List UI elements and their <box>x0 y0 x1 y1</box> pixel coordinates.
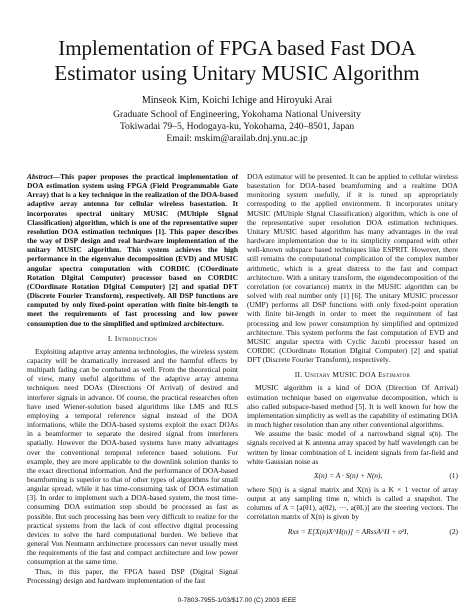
abstract-text: —This paper proposes the practical implementation of DOA estimation system using FPGA (Field Programmable Gate Array) that is a key technique in the realization of the DOA-based adaptive array antenna for cellular wireless basestation. It incorporates spectral unitary MUSIC (MUltiple SIgnal Classification) algorithm, which is one of the representative super resolution DOA estimation techniques [1]. This paper describes the way of DSP design and real hardware implementation of the unitary MUSIC algorithm. This system achieves the high performance in the eigenvalue decomposition (EVD) and MUSIC angular spectra computation with CORDIC (COordinate Rotation DIgital Computer) processor based on CORDIC (COordinate Rotation DIgital Computer) [2] and spatial DFT (Discrete Fourier Transform), respectively. All DSP functions are computed by only fixed-point operation with finite bit-length to meet the requirements of fast processing and low power consumption due to the simplified and optimized architecture. <box>27 172 238 328</box>
unitary-paragraph-2: We assume the basic model of a narrowband signal s(n). The signals received at K antenna array spaced by half wavelength can be written by linear combination of L incident signals from far-field and white Gaussian noise as <box>247 429 458 466</box>
intro-paragraph-1: Exploiting adaptive array antenna technologies, the wireless system capacity will be dramatically increased and the harmful effects by multipath fading can be combated as well. From the theoretical point of view, many useful algorithms of the adaptive array antenna techniques need DOAs (Directions Of Arrival) of desired and interferer signals in advance. Of course, the practical researches often have used Wiener-solution based algorithms like LMS and RLS employing a temporal reference signal instead of the DOA informations, while the DOA-based systems exploit the exact DOAs in a beamformer to separate the desired signal from interferers spatially. However the DOA-based systems have many advantages over the conventional temporal reference based solutions. For example, they are more applicable to the downlink solution thanks to the exact directional information. And the performance of DOA-based beamforming is superior to that of other types of algorithms for small angular spread, while it has time-consuming task of DOA estimation [3]. In order to implement such a DOA-based system, the most time-consuming DOA estimation step should be processed as fast as possible. But such processing has been very difficult to realize for the practical systems from the lack of cost effective digital processing devices to solve the hard computational burden. We believe that general Von Neumann architecture processors can never usually meet the requirements of the fast and compact architecture and low power consumption at the same time. <box>27 346 238 567</box>
author-names: Minseok Kim, Koichi Ichige and Hiroyuki Arai <box>141 95 333 106</box>
equation-2 <box>247 527 458 536</box>
author-block <box>20 95 454 145</box>
right-column <box>247 172 458 541</box>
unitary-paragraph-1: MUSIC algorithm is a kind of DOA (Direction Of Arrival) estimation technique based on eigenvalue decomposition, which is also called subspace-based method [5]. It is well known for how the implementation simplicity as well as the capability of estimating DOA in much higher resolution than any other conventional algorithms. <box>247 383 458 430</box>
author-email: Email: mskim@arailab.dnj.ynu.ac.jp <box>166 133 308 144</box>
left-column <box>27 172 238 585</box>
equation-1-number: (1) <box>449 470 458 480</box>
section-heading-unitary-music: II. Unitary MUSIC DOA Estimator <box>294 370 411 380</box>
equation-1 <box>247 471 458 480</box>
paper-title <box>20 36 454 86</box>
intro-paragraph-2: Thus, in this paper, the FPGA based DSP (Digital Signal Processing) design and hardware implementation of the fast <box>27 566 238 585</box>
equation-2-number: (2) <box>449 526 458 536</box>
abstract-label: Abstract <box>27 172 53 181</box>
author-affiliation: Graduate School of Engineering, Yokohama National University <box>113 109 361 120</box>
title-line-2: Estimator using Unitary MUSIC Algorithm <box>54 61 420 85</box>
equation-2-body: Rxx = E[X(n)X^H(n)] = ARssA^H + σ²I, <box>287 526 409 536</box>
author-address: Tokiwadai 79–5, Hodogaya-ku, Yokohama, 240–8501, Japan <box>119 121 355 132</box>
right-paragraph-1: DOA estimator will be presented. It can be applied to cellular wireless basestation for DOA-based beamforming and a realtime DOA monitoring system usefully, if it is tuned up appropriately correspoding to the applied environment. It incorporates unitary MUSIC (MUltiple SIgnal Classification) algorithm, which is one of the representative super resolution DOA estimation techniques. Unitary MUSIC based algorithm has many advantages in the real hardware implementation due to its simplicity compared with other well-known subspace based techniques like ESPRIT. However, there still remains the computational complication of the complex number arithmetic, which is a great distress to the fast and compact architecture. With a unitary transform, the eigendecomposition of the correlation (or covariance) matrix in the MUSIC algorithm can be solved with real number only [1] [6]. The unitary MUSIC processor (UMP) performs all DSP functions with only fixed-point operation with finite bit-length in order to meet the requirement of fast processing and low power consumption by simplified and optimized architecture. This system performs the fast computation of EVD and MUSIC angular spectra with Cyclic Jacobi processor based on CORDIC (COordinate Rotation DIgital Computer) [2] and spatial DFT (Discrete Fourier Transform), respectively. <box>247 172 458 365</box>
equation-1-body: X(n) = A · S(n) + N(n), <box>313 470 383 480</box>
unitary-paragraph-3: where S(n) is a signal matrix and X(n) is a K × 1 vector of array output at any sampling time n, which is called a snapshot. The columns of A = [a(θ1), a(θ2), ···, a(θL)] are the steering vectors. The correlation matrix of X(n) is given by <box>247 485 458 522</box>
title-line-1: Implementation of FPGA based Fast DOA <box>58 36 416 60</box>
copyright-footer: 0-7803-7955-1/03/$17.00 (C) 2003 IEEE <box>177 597 297 604</box>
abstract <box>27 172 238 328</box>
section-heading-introduction: I. Introduction <box>107 333 158 343</box>
